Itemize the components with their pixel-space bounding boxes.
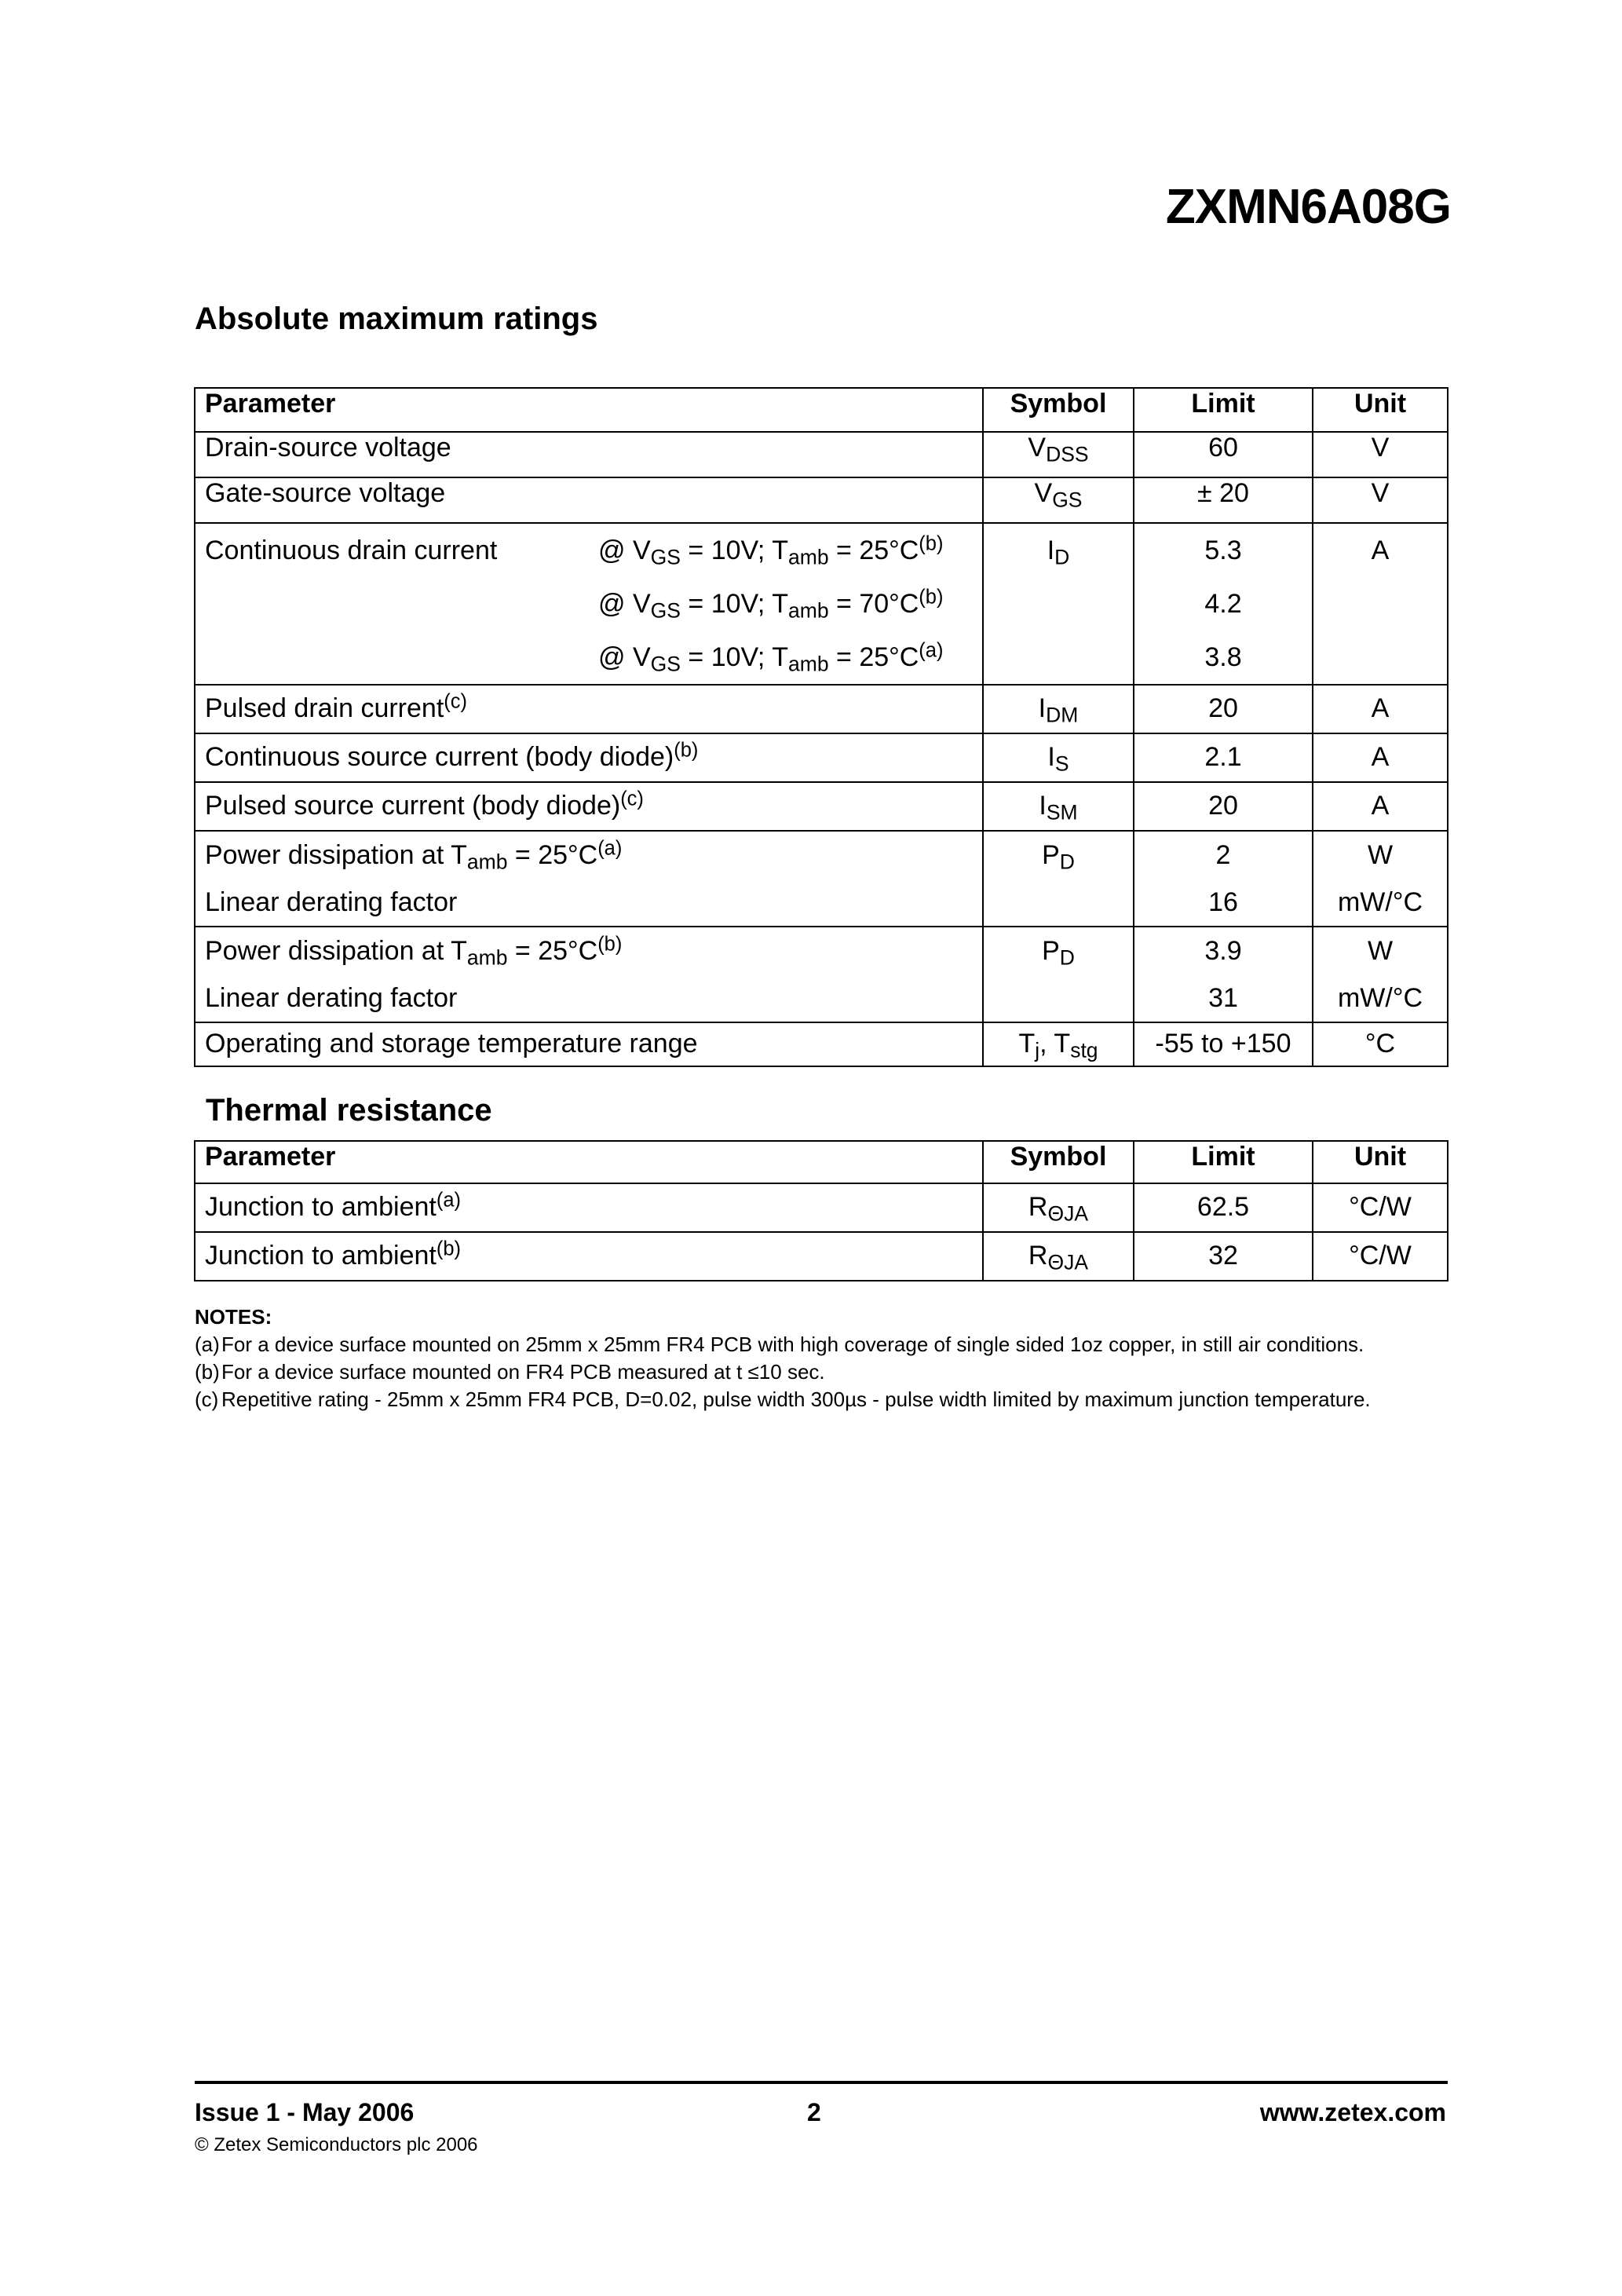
notes-title: NOTES: [195,1305,272,1329]
limit-value: 2.1 [1134,733,1313,782]
col-symbol: Symbol [983,388,1134,432]
symbol-rthja: $R_{\Theta JA}$ [983,1232,1134,1281]
absolute-maximum-ratings-table [194,387,1448,1067]
param-drain-source-voltage: Drain-source voltage [195,432,983,477]
col-unit: Unit [1313,1141,1448,1183]
limit-values: 2 16 [1134,831,1313,927]
param-continuous-drain-current [195,523,983,685]
param-label: Continuous drain current [205,536,498,565]
limit-values: 3.9 31 [1134,927,1313,1022]
symbol-pd: $P_D$ [983,831,1134,927]
page-number: 2 [807,2098,821,2126]
table-header-row [195,388,1448,432]
table-row [195,685,1448,733]
col-symbol: Symbol [983,1141,1134,1183]
notes-section [195,1303,1448,1413]
absolute-maximum-ratings-heading: Absolute maximum ratings [195,302,598,336]
symbol-rthja: $R_{\Theta JA}$ [983,1183,1134,1232]
table-row [195,477,1448,523]
unit-values: W mW/°C [1313,927,1448,1022]
thermal-resistance-heading: Thermal resistance [206,1093,492,1128]
issue-date: Issue 1 - May 2006 [195,2098,415,2126]
limit-value: ± 20 [1134,477,1313,523]
unit-value: V [1313,432,1448,477]
unit-value: A [1313,782,1448,831]
limit-value: 60 [1134,432,1313,477]
symbol-idm: $I_{DM}$ [983,685,1134,733]
col-limit: Limit [1134,388,1313,432]
note-a: (a) For a device surface mounted on 25mm x 25mm FR4 PCB with high coverage of single sided 1oz copper, in still air conditions. [195,1333,1364,1356]
condition-2: @ $V_{GS} = 10V$; $T_{amb} = 70^\circ C^{(b)}$ [598,586,944,623]
unit-values: W mW/°C [1313,831,1448,927]
website-link[interactable]: www.zetex.com [1259,2098,1446,2126]
unit-value: A [1313,733,1448,782]
param-power-dissipation-a: Power dissipation at $T_{amb} = 25^\circ C^{(a)}$ Linear derating factor [195,831,983,927]
table-row [195,831,1448,927]
limit-value: 62.5 [1134,1183,1313,1232]
table-row [195,782,1448,831]
unit-value: °C/W [1313,1183,1448,1232]
col-unit: Unit [1313,388,1448,432]
table-row [195,1232,1448,1281]
symbol-is: $I_S$ [983,733,1134,782]
param-junction-to-ambient-a: Junction to ambient$^{(a)}$ [195,1183,983,1232]
param-junction-to-ambient-b: Junction to ambient$^{(b)}$ [195,1232,983,1281]
unit-value: V [1313,477,1448,523]
table-row [195,523,1448,685]
condition-1: @ $V_{GS} = 10V$; $T_{amb} = 25^\circ C^{(b)}$ [598,532,944,569]
thermal-resistance-table [194,1140,1448,1281]
table-row [195,1183,1448,1232]
symbol-pd: $P_D$ [983,927,1134,1022]
symbol-vgs: $V_{GS}$ [983,477,1134,523]
copyright: © Zetex Semiconductors plc 2006 [195,2134,478,2155]
unit-value: °C [1313,1022,1448,1066]
symbol-vdss: $V_{DSS}$ [983,432,1134,477]
unit-value: °C/W [1313,1232,1448,1281]
param-pulsed-drain-current: Pulsed drain current$^{(c)}$ [195,685,983,733]
col-limit: Limit [1134,1141,1313,1183]
limit-value: -55 to +150 [1134,1022,1313,1066]
limit-values: 5.3 4.2 3.8 [1134,523,1313,685]
table-row [195,927,1448,1022]
footer-divider [195,2081,1448,2084]
note-c: (c) Repetitive rating - 25mm x 25mm FR4 PCB, D=0.02, pulse width 300µs - pulse width limited by maximum junction temperature. [195,1387,1371,1411]
limit-value: 20 [1134,685,1313,733]
limit-value: 32 [1134,1232,1313,1281]
symbol-ism: $I_{SM}$ [983,782,1134,831]
part-number-title: ZXMN6A08G [1165,180,1451,234]
unit-value: A [1313,685,1448,733]
symbol-id: $I_D$ [983,523,1134,685]
unit-value: A [1313,523,1448,685]
param-temperature-range: Operating and storage temperature range [195,1022,983,1066]
col-parameter: Parameter [195,1141,983,1183]
param-continuous-source-current: Continuous source current (body diode)$^{(b)}$ [195,733,983,782]
table-row [195,733,1448,782]
limit-value: 20 [1134,782,1313,831]
symbol-tj-tstg: $T_j$, $T_{stg}$ [983,1022,1134,1066]
param-power-dissipation-b: Power dissipation at $T_{amb} = 25^\circ C^{(b)}$ Linear derating factor [195,927,983,1022]
table-header-row [195,1141,1448,1183]
table-row [195,432,1448,477]
col-parameter: Parameter [195,388,983,432]
note-b: (b) For a device surface mounted on FR4 PCB measured at t ≤10 sec. [195,1360,825,1384]
param-pulsed-source-current: Pulsed source current (body diode)$^{(c)}$ [195,782,983,831]
table-row [195,1022,1448,1066]
param-gate-source-voltage: Gate-source voltage [195,477,983,523]
condition-3: @ $V_{GS} = 10V$; $T_{amb} = 25^\circ C^{(a)}$ [598,639,944,676]
